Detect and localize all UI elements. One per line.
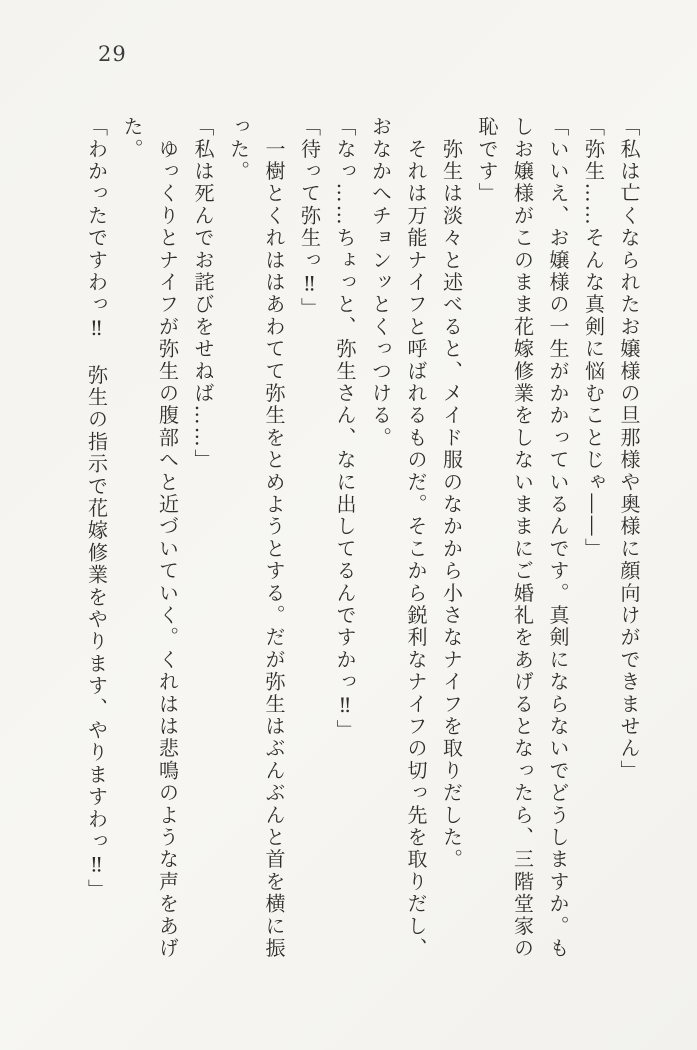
text-column-3: 「いいえ、お嬢様の一生がかかっているんです。真剣にならないでどうしますか。も: [546, 116, 570, 960]
text-column-8: おなかへチョンッとくっつける。: [368, 116, 393, 449]
text-column-14: ゆっくりとナイフが弥生の腹部へと近づいていく。くれはは悲鳴のような声をあげ: [155, 116, 180, 960]
text-column-6: 弥生は淡々と述べると、メイド服のなかから小さなナイフを取りだした。: [439, 116, 464, 871]
text-column-1: 「私は亡くなられたお嬢様の旦那様や奥様に顔向けができません」: [617, 116, 641, 782]
text-column-12: った。: [226, 116, 251, 183]
text-column-4: しお嬢様がこのまま花嫁修業をしないままにご婚礼をあげるとなったら、三階堂家の: [510, 116, 535, 960]
text-column-16: 「わかったですわっ‼ 弥生の指示で花嫁修業をやります、やりますわっ‼」: [84, 116, 109, 901]
text-column-7: それは万能ナイフと呼ばれるものだ。そこから鋭利なナイフの切っ先を取りだし、: [404, 116, 428, 960]
page-number: 29: [98, 42, 127, 66]
text-column-2: 「弥生……そんな真剣に悩むことじゃ――」: [581, 116, 606, 560]
text-column-13: 「私は死んでお詫びをせねば……」: [191, 116, 215, 472]
text-column-5: 恥です」: [475, 116, 499, 205]
text-column-11: 一樹とくれははあわてて弥生をとめようとする。だが弥生はぶんぶんと首を横に振: [262, 116, 286, 960]
text-column-15: た。: [120, 116, 144, 161]
text-column-9: 「なっ……ちょっと、弥生さん、なに出してるんですかっ‼」: [333, 116, 357, 742]
text-block: [74, 116, 646, 964]
text-column-10: 「待って弥生っ‼」: [297, 116, 322, 320]
